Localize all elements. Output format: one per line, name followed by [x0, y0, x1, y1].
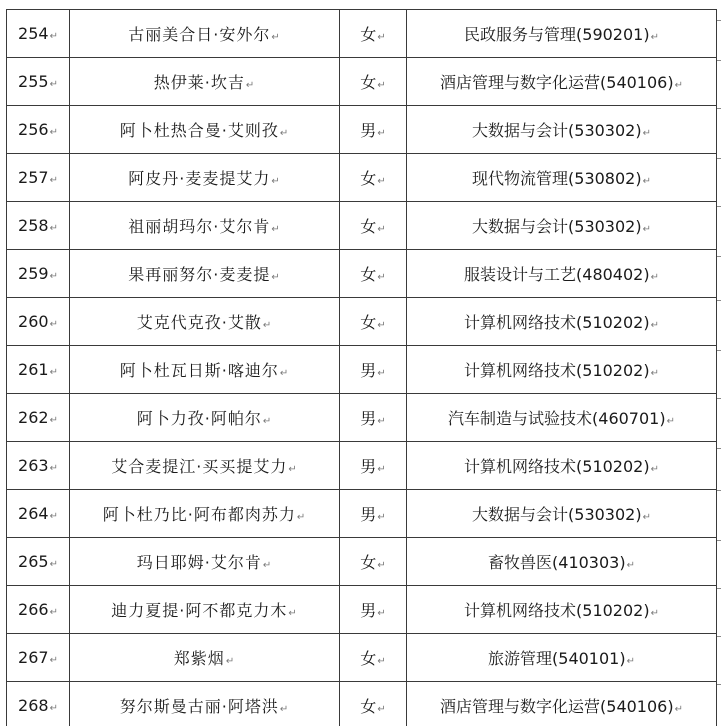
row-number-text: 267 [18, 648, 49, 667]
student-name-cell [70, 10, 340, 58]
edge-tick [717, 540, 721, 541]
major-text: 酒店管理与数字化运营(540106) [440, 697, 674, 716]
paragraph-mark-icon: ↵ [49, 463, 58, 474]
paragraph-mark-icon: ↵ [262, 416, 273, 427]
edge-tick [717, 300, 721, 301]
gender-text: 男 [360, 121, 377, 140]
row-number-text: 264 [18, 504, 49, 523]
paragraph-mark-icon: ↵ [279, 704, 290, 715]
student-name-text: 艾克代克孜·艾散 [136, 313, 262, 332]
paragraph-mark-icon: ↵ [377, 608, 386, 619]
gender-text: 女 [360, 697, 377, 716]
paragraph-mark-icon: ↵ [650, 32, 659, 43]
paragraph-mark-icon: ↵ [49, 79, 58, 90]
row-number-cell [7, 58, 70, 106]
student-name-cell [70, 490, 340, 538]
gender-cell [340, 346, 407, 394]
paragraph-mark-icon: ↵ [377, 464, 386, 475]
paragraph-mark-icon: ↵ [288, 464, 298, 475]
table-row [7, 346, 717, 394]
student-name-text: 郑紫烟 [173, 649, 225, 668]
major-cell [407, 490, 717, 538]
paragraph-mark-icon: ↵ [271, 176, 281, 187]
row-number-text: 256 [18, 120, 49, 139]
student-name-text: 阿皮丹·麦麦提艾力 [128, 169, 271, 188]
table-row [7, 394, 717, 442]
row-number-cell [7, 634, 70, 682]
major-cell [407, 202, 717, 250]
paragraph-mark-icon: ↵ [377, 224, 386, 235]
gender-text: 女 [360, 649, 377, 668]
gender-cell [340, 298, 407, 346]
paragraph-mark-icon: ↵ [377, 656, 386, 667]
major-text: 计算机网络技术(510202) [464, 313, 650, 332]
major-cell [407, 586, 717, 634]
paragraph-mark-icon: ↵ [642, 176, 651, 187]
student-name-text: 艾合麦提江·买买提艾力 [111, 457, 288, 476]
gender-text: 男 [360, 601, 377, 620]
row-number-cell [7, 346, 70, 394]
table-row [7, 586, 717, 634]
gender-text: 女 [360, 25, 377, 44]
student-name-cell [70, 682, 340, 726]
paragraph-mark-icon: ↵ [288, 608, 298, 619]
major-text: 旅游管理(540101) [488, 649, 626, 668]
row-number-text: 263 [18, 456, 49, 475]
paragraph-mark-icon: ↵ [674, 80, 683, 91]
paragraph-mark-icon: ↵ [642, 128, 651, 139]
student-name-text: 阿卜杜瓦日斯·喀迪尔 [119, 361, 279, 380]
paragraph-mark-icon: ↵ [377, 176, 386, 187]
edge-tick [717, 108, 721, 109]
major-cell [407, 58, 717, 106]
row-number-text: 265 [18, 552, 49, 571]
paragraph-mark-icon: ↵ [377, 320, 386, 331]
paragraph-mark-icon: ↵ [642, 512, 651, 523]
major-text: 汽车制造与试验技术(460701) [448, 409, 666, 428]
student-name-text: 祖丽胡玛尔·艾尔肯 [128, 217, 271, 236]
paragraph-mark-icon: ↵ [49, 655, 58, 666]
row-number-cell [7, 202, 70, 250]
row-number-cell [7, 394, 70, 442]
gender-cell [340, 154, 407, 202]
student-name-text: 古丽美合日·安外尔 [128, 25, 271, 44]
row-number-text: 260 [18, 312, 49, 331]
edge-tick [717, 398, 721, 399]
table-row [7, 682, 717, 726]
student-name-text: 阿卜杜热合曼·艾则孜 [119, 121, 279, 140]
edge-tick [717, 684, 721, 685]
paragraph-mark-icon: ↵ [49, 271, 58, 282]
paragraph-mark-icon: ↵ [49, 31, 58, 42]
gender-cell [340, 442, 407, 490]
paragraph-mark-icon: ↵ [49, 607, 58, 618]
student-name-cell [70, 586, 340, 634]
paragraph-mark-icon: ↵ [377, 272, 386, 283]
major-cell [407, 250, 717, 298]
row-number-cell [7, 154, 70, 202]
row-number-cell [7, 682, 70, 726]
paragraph-mark-icon: ↵ [262, 560, 273, 571]
student-name-text: 热伊莱·坎吉 [153, 73, 245, 92]
student-name-cell [70, 58, 340, 106]
gender-text: 女 [360, 265, 377, 284]
row-number-cell [7, 586, 70, 634]
edge-tick [717, 206, 721, 207]
table-row [7, 442, 717, 490]
paragraph-mark-icon: ↵ [245, 80, 256, 91]
paragraph-mark-icon: ↵ [225, 656, 236, 667]
paragraph-mark-icon: ↵ [49, 367, 58, 378]
row-number-cell [7, 250, 70, 298]
paragraph-mark-icon: ↵ [377, 560, 386, 571]
paragraph-mark-icon: ↵ [49, 415, 58, 426]
gender-text: 男 [360, 409, 377, 428]
major-cell [407, 442, 717, 490]
paragraph-mark-icon: ↵ [49, 703, 58, 714]
gender-text: 男 [360, 361, 377, 380]
paragraph-mark-icon: ↵ [271, 32, 281, 43]
major-cell [407, 346, 717, 394]
edge-tick [717, 588, 721, 589]
gender-text: 女 [360, 169, 377, 188]
major-text: 现代物流管理(530802) [472, 169, 642, 188]
edge-tick [717, 60, 721, 61]
row-number-text: 266 [18, 600, 49, 619]
paragraph-mark-icon: ↵ [642, 224, 651, 235]
student-name-cell [70, 250, 340, 298]
edge-tick [717, 636, 721, 637]
paragraph-mark-icon: ↵ [650, 272, 659, 283]
gender-text: 男 [360, 505, 377, 524]
edge-tick [717, 256, 721, 257]
paragraph-mark-icon: ↵ [296, 512, 307, 523]
paragraph-mark-icon: ↵ [650, 320, 659, 331]
paragraph-mark-icon: ↵ [271, 224, 281, 235]
major-text: 畜牧兽医(410303) [488, 553, 626, 572]
edge-tick [717, 448, 721, 449]
student-name-text: 迪力夏提·阿不都克力木 [111, 601, 288, 620]
paragraph-mark-icon: ↵ [377, 368, 386, 379]
roster-table [6, 9, 717, 726]
table-row [7, 106, 717, 154]
table-row [7, 538, 717, 586]
gender-cell [340, 202, 407, 250]
gender-cell [340, 538, 407, 586]
row-number-text: 258 [18, 216, 49, 235]
row-number-cell [7, 538, 70, 586]
gender-cell [340, 394, 407, 442]
row-number-text: 262 [18, 408, 49, 427]
table-row [7, 634, 717, 682]
student-name-cell [70, 442, 340, 490]
table-row [7, 490, 717, 538]
paragraph-mark-icon: ↵ [49, 127, 58, 138]
major-text: 大数据与会计(530302) [472, 505, 642, 524]
major-cell [407, 298, 717, 346]
paragraph-mark-icon: ↵ [49, 175, 58, 186]
paragraph-mark-icon: ↵ [377, 32, 386, 43]
major-text: 大数据与会计(530302) [472, 121, 642, 140]
row-number-cell [7, 106, 70, 154]
major-cell [407, 106, 717, 154]
table-row [7, 58, 717, 106]
paragraph-mark-icon: ↵ [49, 319, 58, 330]
table-row [7, 10, 717, 58]
major-cell [407, 634, 717, 682]
paragraph-mark-icon: ↵ [650, 368, 659, 379]
paragraph-mark-icon: ↵ [271, 272, 281, 283]
paragraph-mark-icon: ↵ [674, 704, 683, 715]
roster-table-body [7, 10, 717, 726]
student-name-cell [70, 538, 340, 586]
row-number-text: 259 [18, 264, 49, 283]
gender-text: 女 [360, 217, 377, 236]
row-number-text: 261 [18, 360, 49, 379]
paragraph-mark-icon: ↵ [377, 80, 386, 91]
paragraph-mark-icon: ↵ [49, 559, 58, 570]
student-name-cell [70, 634, 340, 682]
row-number-text: 255 [18, 72, 49, 91]
major-cell [407, 538, 717, 586]
major-cell [407, 682, 717, 726]
table-row [7, 298, 717, 346]
paragraph-mark-icon: ↵ [49, 511, 58, 522]
row-number-text: 268 [18, 696, 49, 715]
paragraph-mark-icon: ↵ [626, 560, 635, 571]
row-number-text: 254 [18, 24, 49, 43]
gender-text: 男 [360, 457, 377, 476]
paragraph-mark-icon: ↵ [650, 608, 659, 619]
major-cell [407, 10, 717, 58]
gender-text: 女 [360, 73, 377, 92]
gender-cell [340, 490, 407, 538]
student-name-text: 努尔斯曼古丽·阿塔洪 [119, 697, 279, 716]
paragraph-mark-icon: ↵ [279, 128, 290, 139]
student-name-text: 果再丽努尔·麦麦提 [128, 265, 271, 284]
student-name-cell [70, 346, 340, 394]
gender-cell [340, 106, 407, 154]
paragraph-mark-icon: ↵ [377, 704, 386, 715]
major-text: 计算机网络技术(510202) [464, 361, 650, 380]
paragraph-mark-icon: ↵ [666, 416, 675, 427]
edge-tick [717, 490, 721, 491]
paragraph-mark-icon: ↵ [262, 320, 273, 331]
major-text: 民政服务与管理(590201) [464, 25, 650, 44]
gender-text: 女 [360, 553, 377, 572]
table-row [7, 202, 717, 250]
table-row [7, 250, 717, 298]
gender-cell [340, 58, 407, 106]
major-text: 计算机网络技术(510202) [464, 457, 650, 476]
row-number-cell [7, 442, 70, 490]
gender-cell [340, 586, 407, 634]
student-name-cell [70, 394, 340, 442]
paragraph-mark-icon: ↵ [279, 368, 290, 379]
row-number-text: 257 [18, 168, 49, 187]
student-name-text: 阿卜力孜·阿帕尔 [136, 409, 262, 428]
row-number-cell [7, 298, 70, 346]
gender-cell [340, 634, 407, 682]
student-name-text: 阿卜杜乃比·阿布都肉苏力 [102, 505, 296, 524]
paragraph-mark-icon: ↵ [650, 464, 659, 475]
major-text: 大数据与会计(530302) [472, 217, 642, 236]
paragraph-mark-icon: ↵ [377, 416, 386, 427]
major-text: 计算机网络技术(510202) [464, 601, 650, 620]
student-name-cell [70, 106, 340, 154]
gender-cell [340, 10, 407, 58]
major-text: 服装设计与工艺(480402) [464, 265, 650, 284]
major-text: 酒店管理与数字化运营(540106) [440, 73, 674, 92]
student-name-cell [70, 298, 340, 346]
edge-tick [717, 158, 721, 159]
gender-text: 女 [360, 313, 377, 332]
major-cell [407, 394, 717, 442]
paragraph-mark-icon: ↵ [49, 223, 58, 234]
row-number-cell [7, 10, 70, 58]
paragraph-mark-icon: ↵ [377, 512, 386, 523]
student-name-cell [70, 154, 340, 202]
student-name-text: 玛日耶姆·艾尔肯 [136, 553, 262, 572]
table-row [7, 154, 717, 202]
paragraph-mark-icon: ↵ [626, 656, 635, 667]
page-edge-marks [716, 0, 721, 726]
edge-tick [717, 20, 721, 21]
edge-tick [717, 350, 721, 351]
gender-cell [340, 682, 407, 726]
student-name-cell [70, 202, 340, 250]
row-number-cell [7, 490, 70, 538]
major-cell [407, 154, 717, 202]
paragraph-mark-icon: ↵ [377, 128, 386, 139]
gender-cell [340, 250, 407, 298]
